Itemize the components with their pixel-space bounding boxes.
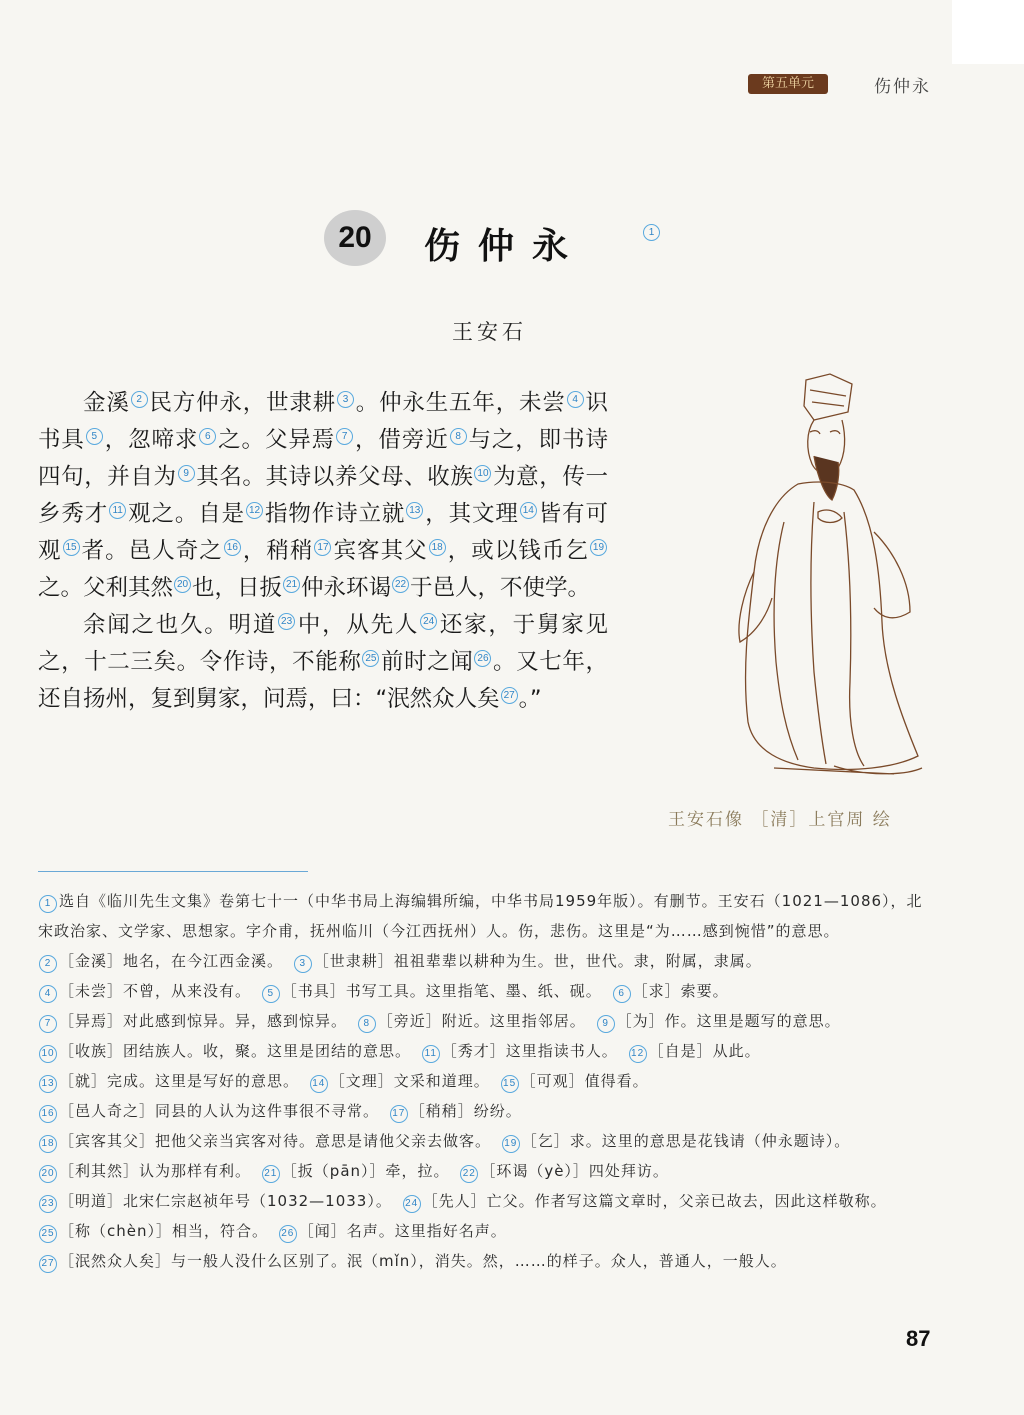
note-marker[interactable]: 10 [474, 465, 491, 482]
footnote-text: ［自是］从此。 [648, 1042, 761, 1060]
footnote-text: ［金溪］地名，在今江西金溪。 [59, 952, 284, 970]
footnote-number: 3 [294, 955, 312, 973]
title-note-marker[interactable]: 1 [643, 224, 660, 241]
footnote [261, 1156, 450, 1186]
note-marker[interactable]: 19 [590, 539, 607, 556]
text-run: 与之，即书诗四句，并自为 [38, 427, 608, 490]
text-run: 于邑人，不使学。 [410, 575, 591, 601]
footnote [38, 886, 934, 946]
lesson-number: 20 [324, 210, 386, 266]
note-marker[interactable]: 26 [474, 650, 491, 667]
footnote-number: 16 [39, 1105, 57, 1123]
footnote-text: ［稍稍］纷纷。 [409, 1102, 522, 1120]
footnote-text: ［秀才］这里指读书人。 [441, 1042, 618, 1060]
footnote-text: ［旁近］附近。这里指邻居。 [377, 1012, 586, 1030]
footnote [38, 946, 283, 976]
footnote-number: 14 [310, 1075, 328, 1093]
text-run: 。” [518, 686, 542, 712]
note-marker[interactable]: 20 [174, 576, 191, 593]
text-run: 观之。自是 [127, 501, 246, 527]
text-run: 。仲永生五年，未尝 [354, 390, 566, 416]
footnote [402, 1186, 887, 1216]
footnote-number: 26 [279, 1225, 297, 1243]
footnote-number: 20 [39, 1165, 57, 1183]
paragraph-2 [38, 607, 608, 718]
text-run: 仲永环谒 [301, 575, 392, 601]
text-run: 指物作诗立就 [264, 501, 406, 527]
text-run: 中，从先人 [296, 612, 420, 638]
footnote-number: 5 [262, 985, 280, 1003]
footnote-number: 2 [39, 955, 57, 973]
footnote-text: ［收族］团结族人。收，聚。这里是团结的意思。 [59, 1042, 412, 1060]
note-marker[interactable]: 27 [501, 687, 518, 704]
text-run: ，其文理 [424, 501, 519, 527]
footnote [38, 1096, 379, 1126]
footnote-text: ［利其然］认为那样有利。 [59, 1162, 252, 1180]
footnote-text: ［称（chèn）］相当，符合。 [59, 1222, 268, 1240]
footnote-number: 21 [262, 1165, 280, 1183]
footnote [628, 1036, 761, 1066]
footnote-number: 24 [403, 1195, 421, 1213]
text-run: ，稍稍 [241, 538, 314, 564]
text-run: 为意，传一乡秀才 [38, 464, 608, 527]
note-marker[interactable]: 4 [567, 391, 584, 408]
footnote-number: 13 [39, 1075, 57, 1093]
text-run: 还家，于舅家见之，十二三矣。令作诗，不能称 [38, 612, 608, 675]
note-marker[interactable]: 14 [520, 502, 537, 519]
footnote-number: 1 [39, 895, 57, 913]
footnote-text: ［书具］书写工具。这里指笔、墨、纸、砚。 [281, 982, 602, 1000]
footnote [309, 1066, 490, 1096]
footnote [38, 1066, 299, 1096]
footnote-number: 27 [39, 1255, 57, 1273]
unit-badge: 第五单元 [748, 74, 828, 94]
footnote-number: 17 [390, 1105, 408, 1123]
text-run: 金溪 [83, 390, 130, 416]
note-marker[interactable]: 11 [109, 502, 126, 519]
text-run: 。又七年，还自扬州，复到舅家，问焉，曰：“泯然众人矣 [38, 649, 608, 712]
note-marker[interactable]: 5 [86, 428, 103, 445]
footnote-number: 25 [39, 1225, 57, 1243]
note-marker[interactable]: 3 [337, 391, 354, 408]
note-marker[interactable]: 21 [283, 576, 300, 593]
footnote-number: 15 [501, 1075, 519, 1093]
text-run: ，借旁近 [354, 427, 449, 453]
footnote [459, 1156, 669, 1186]
footnote-text: ［世隶耕］祖祖辈辈以耕种为生。世，世代。隶，附属，隶属。 [313, 952, 762, 970]
footnote-number: 19 [502, 1135, 520, 1153]
footnote-text: ［闻］名声。这里指好名声。 [298, 1222, 507, 1240]
text-run: 之。父异焉 [217, 427, 336, 453]
note-marker[interactable]: 22 [392, 576, 409, 593]
note-marker[interactable]: 6 [199, 428, 216, 445]
footnote-text: ［可观］值得看。 [520, 1072, 649, 1090]
footnote-number: 9 [597, 1015, 615, 1033]
page-corner [952, 0, 1024, 64]
footnote-text: ［宾客其父］把他父亲当宾客对待。意思是请他父亲去做客。 [59, 1132, 492, 1150]
note-marker[interactable]: 16 [224, 539, 241, 556]
text-run: 前时之闻 [380, 649, 474, 675]
footnote [38, 1036, 411, 1066]
note-marker[interactable]: 8 [450, 428, 467, 445]
text-run: 皆有可观 [38, 501, 608, 564]
note-marker[interactable]: 23 [278, 613, 295, 630]
footnote [500, 1066, 649, 1096]
footnote [38, 1186, 392, 1216]
footnote-text: ［扳（pān）］牵，拉。 [281, 1162, 450, 1180]
footnote [278, 1216, 507, 1246]
portrait-caption: 王安石像 ［清］上官周 绘 [668, 810, 892, 830]
footnote-text: ［先人］亡父。作者写这篇文章时，父亲已故去，因此这样敬称。 [422, 1192, 887, 1210]
lesson-title: 伤仲永 [424, 226, 587, 267]
note-marker[interactable]: 18 [429, 539, 446, 556]
footnote [357, 1006, 586, 1036]
footnote-number: 11 [422, 1045, 440, 1063]
note-marker[interactable]: 7 [336, 428, 353, 445]
footnote [612, 976, 729, 1006]
footnote [38, 1156, 251, 1186]
portrait-illustration [714, 372, 930, 784]
footnote-number: 8 [358, 1015, 376, 1033]
text-run: 民方仲永，世隶耕 [148, 390, 336, 416]
note-marker[interactable]: 13 [406, 502, 423, 519]
footnote [293, 946, 762, 976]
footnote-text: ［求］索要。 [632, 982, 729, 1000]
running-header-title: 伤仲永 [874, 77, 931, 97]
footnote [261, 976, 602, 1006]
text-run: 宾客其父 [332, 538, 428, 564]
note-marker[interactable]: 15 [63, 539, 80, 556]
text-run: 余闻之也久。明道 [83, 612, 278, 638]
footnote-text: ［为］作。这里是题写的意思。 [616, 1012, 841, 1030]
footnote [421, 1036, 618, 1066]
footnote-text: ［异焉］对此感到惊异。异，感到惊异。 [59, 1012, 348, 1030]
footnote [501, 1126, 851, 1156]
text-run: 也，日扳 [192, 575, 283, 601]
footnote [38, 1246, 787, 1276]
footnote [38, 976, 251, 1006]
note-marker[interactable]: 24 [420, 613, 437, 630]
footnote-number: 12 [629, 1045, 647, 1063]
footnote [38, 1006, 347, 1036]
note-marker[interactable]: 17 [314, 539, 331, 556]
text-run: ，或以钱币乞 [446, 538, 589, 564]
text-run: 其名。其诗以养父母、收族 [195, 464, 474, 490]
footnote [596, 1006, 841, 1036]
footnote-number: 7 [39, 1015, 57, 1033]
text-run: 之。父利其然 [38, 575, 174, 601]
paragraph-1 [38, 385, 608, 607]
text-run: ，忽啼求 [103, 427, 199, 453]
footnote-text: ［明道］北宋仁宗赵祯年号（1032—1033）。 [59, 1192, 392, 1210]
footnote-number: 18 [39, 1135, 57, 1153]
text-run: 者。邑人奇之 [80, 538, 223, 564]
footnotes [38, 886, 938, 1276]
main-text [38, 385, 608, 718]
note-marker[interactable]: 25 [362, 650, 379, 667]
footnote [38, 1126, 491, 1156]
footnote-text: ［乞］求。这里的意思是花钱请（仲永题诗）。 [521, 1132, 851, 1150]
author-name: 王安石 [452, 320, 527, 344]
footnote-number: 23 [39, 1195, 57, 1213]
footnote-text: ［未尝］不曾，从来没有。 [59, 982, 252, 1000]
footnote [389, 1096, 522, 1126]
footnote-text: ［环谒（yè）］四处拜访。 [480, 1162, 669, 1180]
footnote-number: 10 [39, 1045, 57, 1063]
notes-divider [38, 871, 308, 872]
footnote-text: 选自《临川先生文集》卷第七十一（中华书局上海编辑所编，中华书局1959年版）。有删节。王安石（1021—1086），北宋政治家、文学家、思想家。字介甫，抚州临川（今江西抚州）人。伤，悲伤。这里是“为……感到惋惜”的意思。 [38, 892, 923, 940]
footnote [38, 1216, 268, 1246]
text-run: 识书具 [38, 390, 608, 453]
footnote-text: ［泯然众人矣］与一般人没什么区别了。泯（mǐn），消失。然，……的样子。众人，普通人，一般人。 [59, 1252, 787, 1270]
footnote-number: 22 [460, 1165, 478, 1183]
footnote-text: ［邑人奇之］同县的人认为这件事很不寻常。 [59, 1102, 380, 1120]
footnote-text: ［就］完成。这里是写好的意思。 [59, 1072, 300, 1090]
page-number: 87 [906, 1326, 931, 1351]
note-marker[interactable]: 9 [178, 465, 195, 482]
footnote-number: 4 [39, 985, 57, 1003]
note-marker[interactable]: 2 [131, 391, 148, 408]
footnote-text: ［文理］文采和道理。 [329, 1072, 490, 1090]
note-marker[interactable]: 12 [246, 502, 263, 519]
footnote-number: 6 [613, 985, 631, 1003]
